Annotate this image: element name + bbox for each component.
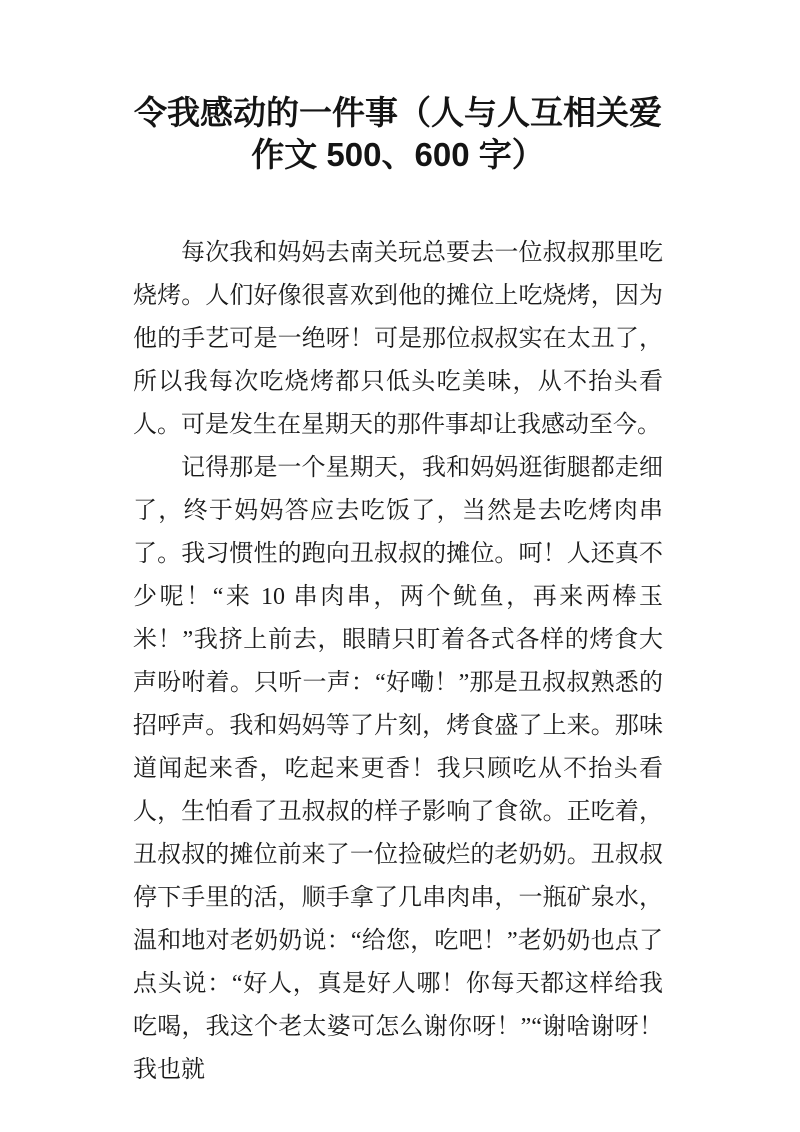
essay-paragraph-1: 每次我和妈妈去南关玩总要去一位叔叔那里吃烧烤。人们好像很喜欢到他的摊位上吃烧烤，因为他的手艺可是一绝呀！可是那位叔叔实在太丑了，所以我每次吃烧烤都只低头吃美味，从不抬头看人。可是发生在星期天的那件事却让我感动至今。 [133, 240, 663, 438]
essay-title: 令我感动的一件事（人与人互相关爱作文 500、600 字） [134, 94, 662, 173]
essay-paragraph-2: 记得那是一个星期天，我和妈妈逛街腿都走细了，终于妈妈答应去吃饭了，当然是去吃烤肉串了。我习惯性的跑向丑叔叔的摊位。呵！人还真不少呢！“来 10 串肉串，两个鱿鱼，再来两棒玉米！”我挤上前去，眼睛只盯着各式各样的烤食大声吩咐着。只听一声：“好嘞！”那是丑叔叔熟悉的招呼声。我和妈妈等了片刻，烤食盛了上来。那味道闻起来香，吃起来更香！我只顾吃从不抬头看人，生怕看了丑叔叔的样子影响了食欲。正吃着，丑叔叔的摊位前来了一位捡破烂的老奶奶。丑叔叔停下手里的活，顺手拿了几串肉串，一瓶矿泉水，温和地对老奶奶说：“给您，吃吧！”老奶奶也点了点头说：“好人，真是好人哪！你每天都这样给我吃喝，我这个老太婆可怎么谢你呀！”“谢啥谢呀！我也就 [133, 455, 663, 1083]
